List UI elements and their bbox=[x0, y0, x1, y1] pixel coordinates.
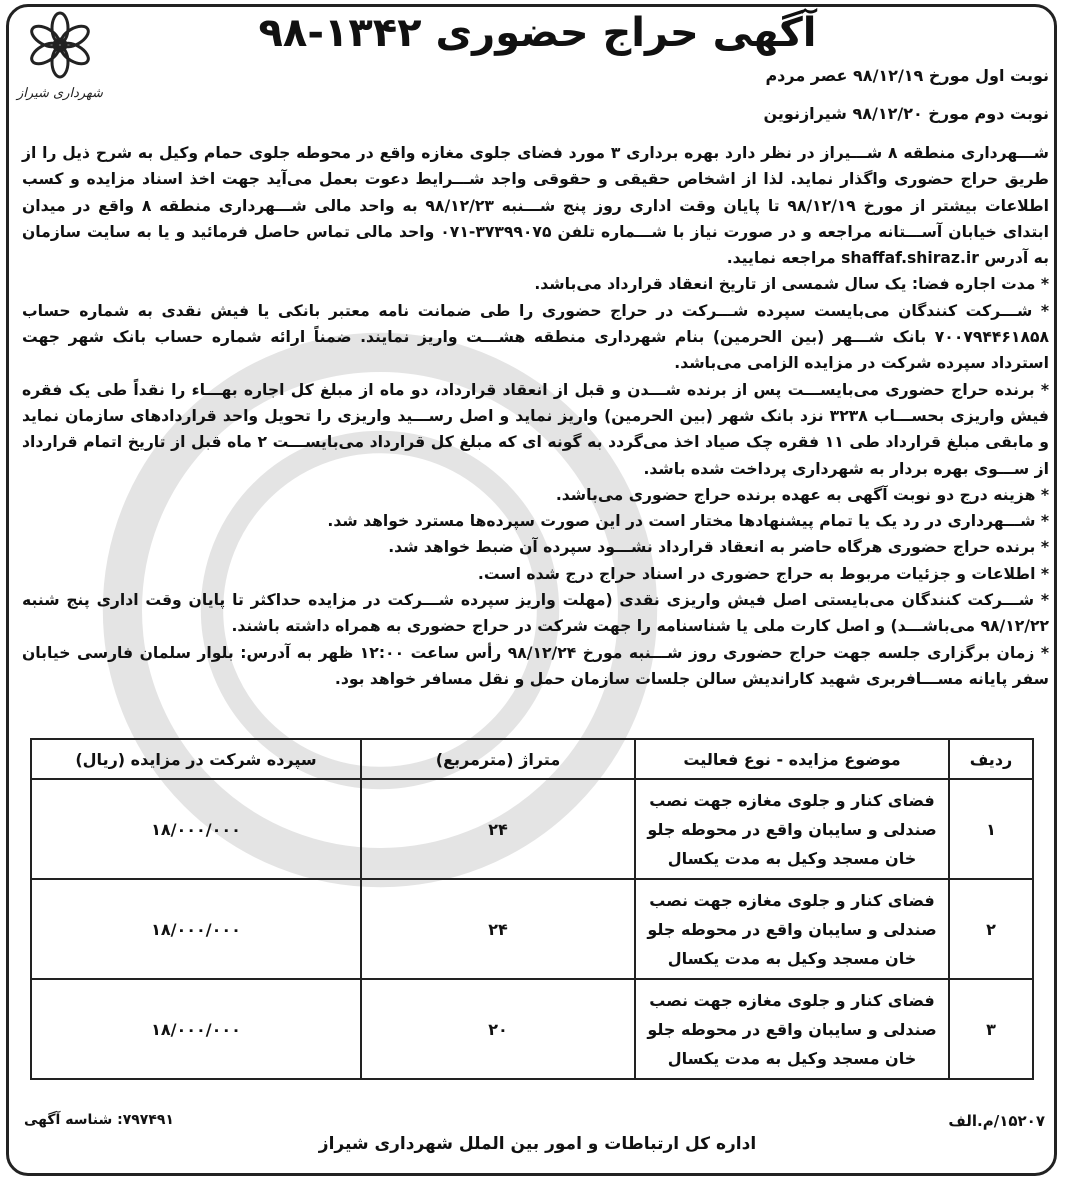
clause-deposit: * شـــرکت کنندگان می‌بایست سپرده شـــرکت در حراج حضوری را طی ضمانت نامه معتبر بانکی یا فیش نقدی به شماره حساب ۷۰۰۷۹۴۴۶۱۸۵۸ بانک شـــهر (بین الحرمین) بنام شهرداری منطقه هشـــت واریز نمایند. ضمناً ارائه شماره حساب بانک شهر جهت استرداد سپرده شرکت در مزایده الزامی می‌باشد. bbox=[22, 301, 1049, 373]
clause-ad-cost: * هزینه درج دو نوبت آگهی به عهده برنده حراج حضوری می‌باشد. bbox=[555, 485, 1049, 504]
clause-documents: * اطلاعات و جزئیات مربوط به حراج حضوری در اسناد حراج درج شده است. bbox=[477, 564, 1049, 583]
auction-table bbox=[30, 738, 1034, 1080]
flower-logo-icon bbox=[25, 10, 95, 80]
row-subject: فضای کنار و جلوی مغازه جهت نصب صندلی و سایبان واقع در محوطه جلو خان مسجد وکیل به مدت یکسال bbox=[635, 779, 949, 879]
logo-caption: شهرداری شیراز bbox=[17, 86, 103, 101]
clause-rejection: * شـــهرداری در رد یک یا تمام پیشنهادها مختار است در این صورت سپرده‌ها مسترد خواهد شد. bbox=[327, 512, 1049, 531]
row-number: ۳ bbox=[949, 979, 1033, 1079]
table-row bbox=[31, 879, 1033, 979]
clause-winner-payment: * برنده حراج حضوری می‌بایســـت پس از برنده شـــدن و قبل از انعقاد قرارداد، دو ماه از مبلغ کل اجاره بهـــاء را نقداً طی یک فقره فیش واریزی بحســـاب ۳۲۳۸ نزد بانک شهر (بین الحرمین) واریز نماید و اصل رســـید واریزی را تحویل واحد قراردادهای سازمان نماید و مابقی مبلغ قرارداد طی ۱۱ فقره چک صیاد اخذ می‌گردد به گونه ای که مبلغ کل قرارداد می‌بایســـت ۲ ماه قبل از تاریخ اتمام قرارداد از ســـوی بهره بردار به شهرداری پرداخت شده باشد. bbox=[22, 380, 1049, 478]
row-area: ۲۴ bbox=[361, 879, 635, 979]
row-deposit: ۱۸/۰۰۰/۰۰۰ bbox=[31, 979, 361, 1079]
ad-id: ۷۹۷۴۹۱: شناسه آگهی bbox=[24, 1112, 174, 1128]
shiraz-municipality-logo bbox=[14, 10, 106, 128]
clause-forfeit: * برنده حراج حضوری هرگاه حاضر به انعقاد قرارداد نشـــود سپرده آن ضبط خواهد شد. bbox=[388, 538, 1049, 557]
table-row bbox=[31, 779, 1033, 879]
first-publication-date: نوبت اول مورخ ۹۸/۱۲/۱۹ عصر مردم bbox=[765, 66, 1049, 85]
header-deposit: سپرده شرکت در مزایده (ریال) bbox=[31, 739, 361, 779]
row-number: ۲ bbox=[949, 879, 1033, 979]
row-deposit: ۱۸/۰۰۰/۰۰۰ bbox=[31, 779, 361, 879]
page-title: آگهی حراج حضوری ۱۳۴۲-۹۸ bbox=[258, 10, 817, 56]
second-publication-date: نوبت دوم مورخ ۹۸/۱۲/۲۰ شیرازنوین bbox=[763, 104, 1049, 123]
clause-receipt: * شـــرکت کنندگان می‌بایستی اصل فیش واریزی نقدی (مهلت واریز سپرده شـــرکت در مزایده حداکثر تا پایان وقت اداری پنج شنبه ۹۸/۱۲/۲۲ می‌باشـــد) و اصل کارت ملی یا شناسنامه را جهت شرکت در حراج حضوری به همراه داشته باشند. bbox=[22, 591, 1049, 636]
header-subject: موضوع مزایده - نوع فعالیت bbox=[635, 739, 949, 779]
issuer: اداره کل ارتباطات و امور بین الملل شهرداری شیراز bbox=[318, 1134, 757, 1154]
reference-number: ۱۵۲۰۷/م.الف bbox=[948, 1112, 1045, 1130]
table-header-row bbox=[31, 739, 1033, 779]
row-number: ۱ bbox=[949, 779, 1033, 879]
clause-session: * زمان برگزاری جلسه جهت حراج حضوری روز شـــنبه مورخ ۹۸/۱۲/۲۴ رأس ساعت ۱۲:۰۰ ظهر به آدرس: بلوار سلمان فارسی خیابان سفر پایانه مســـافربری شهید کاراندیش سالن جلسات سازمان حمل و نقل مسافر خواهد بود. bbox=[22, 643, 1049, 688]
row-subject: فضای کنار و جلوی مغازه جهت نصب صندلی و سایبان واقع در محوطه جلو خان مسجد وکیل به مدت یکسال bbox=[635, 979, 949, 1079]
notice-body bbox=[22, 140, 1049, 692]
row-area: ۲۴ bbox=[361, 779, 635, 879]
clause-lease-term: * مدت اجاره فضا: یک سال شمسی از تاریخ انعقاد قرارداد می‌باشد. bbox=[534, 275, 1049, 294]
header-area: متراژ (مترمربع) bbox=[361, 739, 635, 779]
intro-paragraph: شـــهرداری منطقه ۸ شـــیراز در نظر دارد بهره برداری ۳ مورد فضای جلوی مغازه واقع در محوطه جلوی حمام وکیل به شرح ذیل را از طریق حراج حضوری واگذار نماید. لذا از اشخاص حقیقی و حقوقی واجد شـــرایط دعوت بعمل می‌آید جهت اخذ اسناد مزایده و کسب اطلاعات بیشتر از مورخ ۹۸/۱۲/۱۹ تا پایان وقت اداری روز پنج شـــنبه ۹۸/۱۲/۲۳ به واحد مالی شـــهرداری منطقه ۸ واقع در میدان ابتدای خیابان آســـتانه مراجعه و در صورت نیاز با شـــماره تلفن ۳۷۳۹۹۰۷۵-۰۷۱ واحد مالی تماس حاصل فرمائید و یا به سایت سازمان به آدرس shaffaf.shiraz.ir مراجعه نمایید. bbox=[22, 144, 1049, 268]
row-area: ۲۰ bbox=[361, 979, 635, 1079]
row-deposit: ۱۸/۰۰۰/۰۰۰ bbox=[31, 879, 361, 979]
header-row-number: ردیف bbox=[949, 739, 1033, 779]
row-subject: فضای کنار و جلوی مغازه جهت نصب صندلی و سایبان واقع در محوطه جلو خان مسجد وکیل به مدت یکسال bbox=[635, 879, 949, 979]
table-row bbox=[31, 979, 1033, 1079]
